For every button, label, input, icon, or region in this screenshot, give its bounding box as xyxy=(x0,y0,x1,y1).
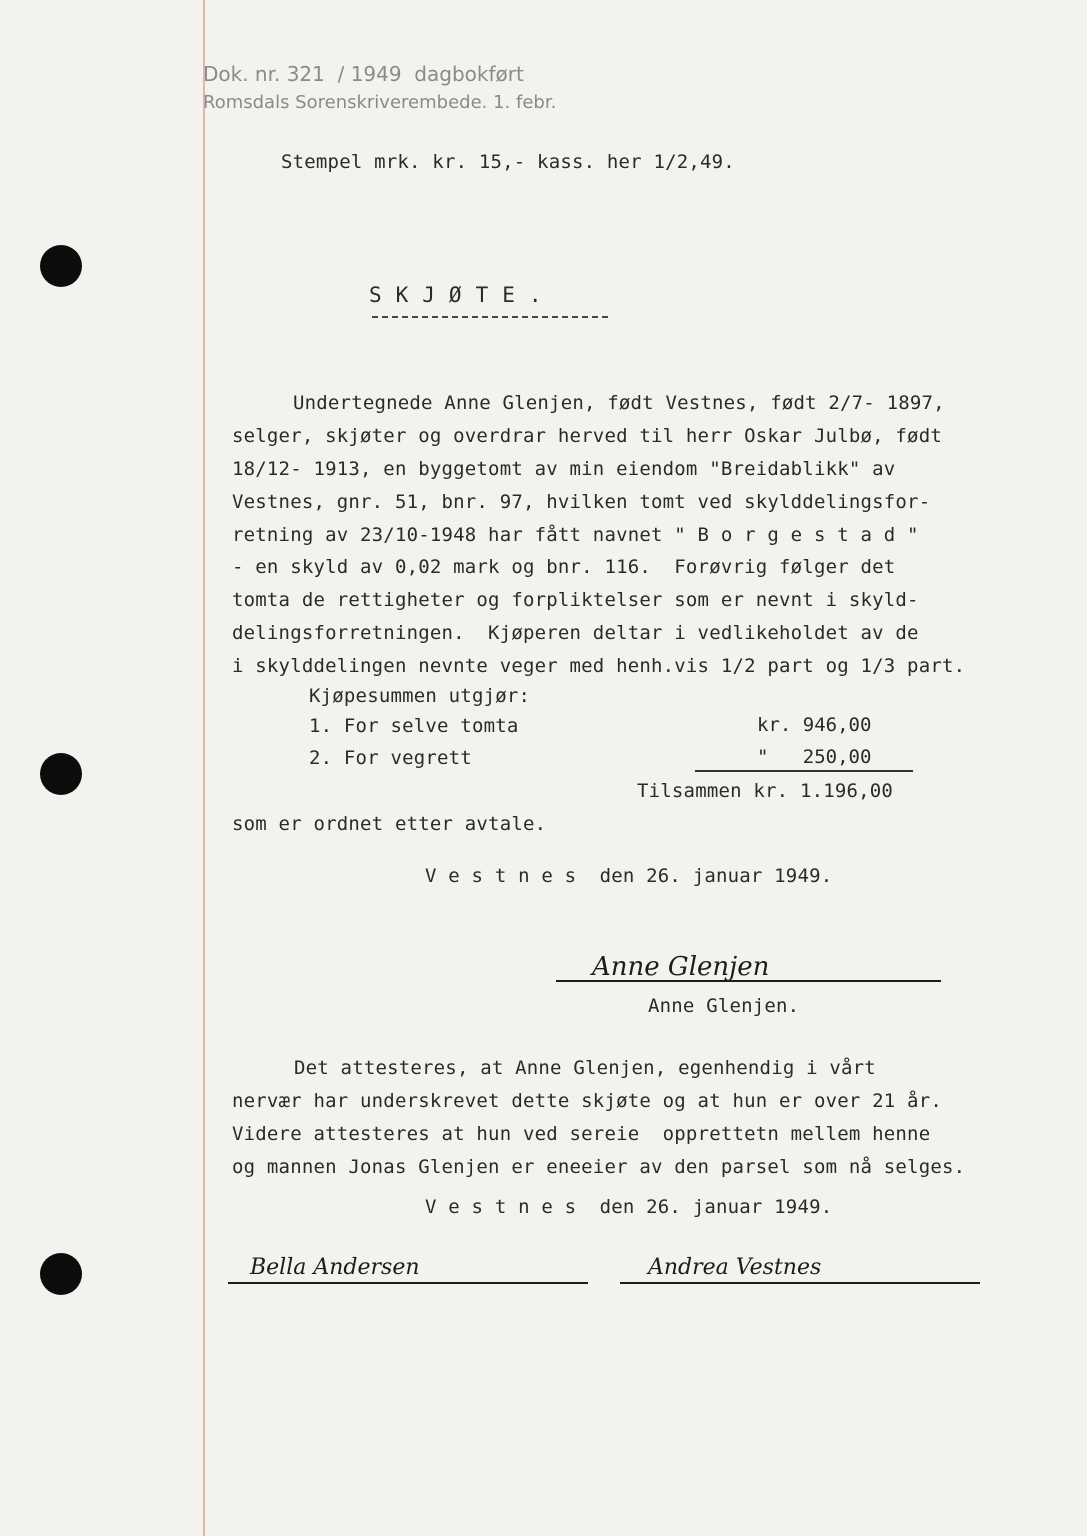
witness-signature-right xyxy=(620,1255,985,1295)
purchase-item-amount: kr. 946,00 xyxy=(757,714,872,736)
body-line: i skylddelingen nevnte veger med henh.vis 1/2 part og 1/3 part. xyxy=(232,655,966,677)
body-line: - en skyld av 0,02 mark og bnr. 116. Forøvrig følger det xyxy=(232,556,896,578)
body-line: selger, skjøter og overdrar herved til herr Oskar Julbø, født xyxy=(232,425,942,447)
date-line: V e s t n e s den 26. januar 1949. xyxy=(425,1196,833,1218)
purchase-item-label: 2. For vegrett xyxy=(309,747,472,769)
body-line: 18/12- 1913, en byggetomt av min eiendom "Breidablikk" av xyxy=(232,458,896,480)
purchase-total: Tilsammen kr. 1.196,00 xyxy=(637,780,894,802)
witness-name: Andrea Vestnes xyxy=(648,1255,822,1280)
attestation-line: Videre attesteres at hun ved sereie opprettetn mellem henne xyxy=(232,1123,931,1145)
purchase-item-amount: " 250,00 xyxy=(757,746,872,768)
stempel-line: Stempel mrk. kr. 15,- kass. her 1/2,49. xyxy=(281,151,735,173)
title-underline xyxy=(372,316,608,318)
date-line: V e s t n e s den 26. januar 1949. xyxy=(425,865,833,887)
body-line: Vestnes, gnr. 51, bnr. 97, hvilken tomt ved skylddelingsfor- xyxy=(232,491,931,513)
typed-signature-name: Anne Glenjen. xyxy=(648,995,800,1017)
attestation-line: Det attesteres, at Anne Glenjen, egenhendig i vårt xyxy=(294,1057,876,1079)
margin-line xyxy=(203,0,205,1536)
purchase-item-label: 1. For selve tomta xyxy=(309,715,519,737)
registration-stamp-office: Romsdals Sorenskriverembede. 1. febr. xyxy=(203,92,557,113)
sum-underline xyxy=(695,770,913,772)
registration-stamp-doc: Dok. nr. 321 / 1949 dagbokført xyxy=(203,62,524,86)
attestation-line: nervær har underskrevet dette skjøte og at hun er over 21 år. xyxy=(232,1090,942,1112)
body-line: Undertegnede Anne Glenjen, født Vestnes, født 2/7- 1897, xyxy=(293,392,945,414)
punch-hole xyxy=(40,1253,82,1295)
handwritten-signature: Anne Glenjen xyxy=(592,952,770,982)
witness-name: Bella Andersen xyxy=(250,1255,420,1280)
witness-signature-left xyxy=(228,1255,593,1295)
body-line: delingsforretningen. Kjøperen deltar i vedlikeholdet av de xyxy=(232,622,919,644)
body-line: retning av 23/10-1948 har fått navnet " B o r g e s t a d " xyxy=(232,524,919,546)
punch-hole xyxy=(40,245,82,287)
document-title: SKJØTE. xyxy=(369,283,556,307)
purchase-heading: Kjøpesummen utgjør: xyxy=(309,685,531,707)
punch-hole xyxy=(40,753,82,795)
settled-line: som er ordnet etter avtale. xyxy=(232,813,547,835)
body-line: tomta de rettigheter og forpliktelser som er nevnt i skyld- xyxy=(232,589,919,611)
signature-anne-glenjen xyxy=(556,950,946,994)
attestation-line: og mannen Jonas Glenjen er eneeier av den parsel som nå selges. xyxy=(232,1156,966,1178)
